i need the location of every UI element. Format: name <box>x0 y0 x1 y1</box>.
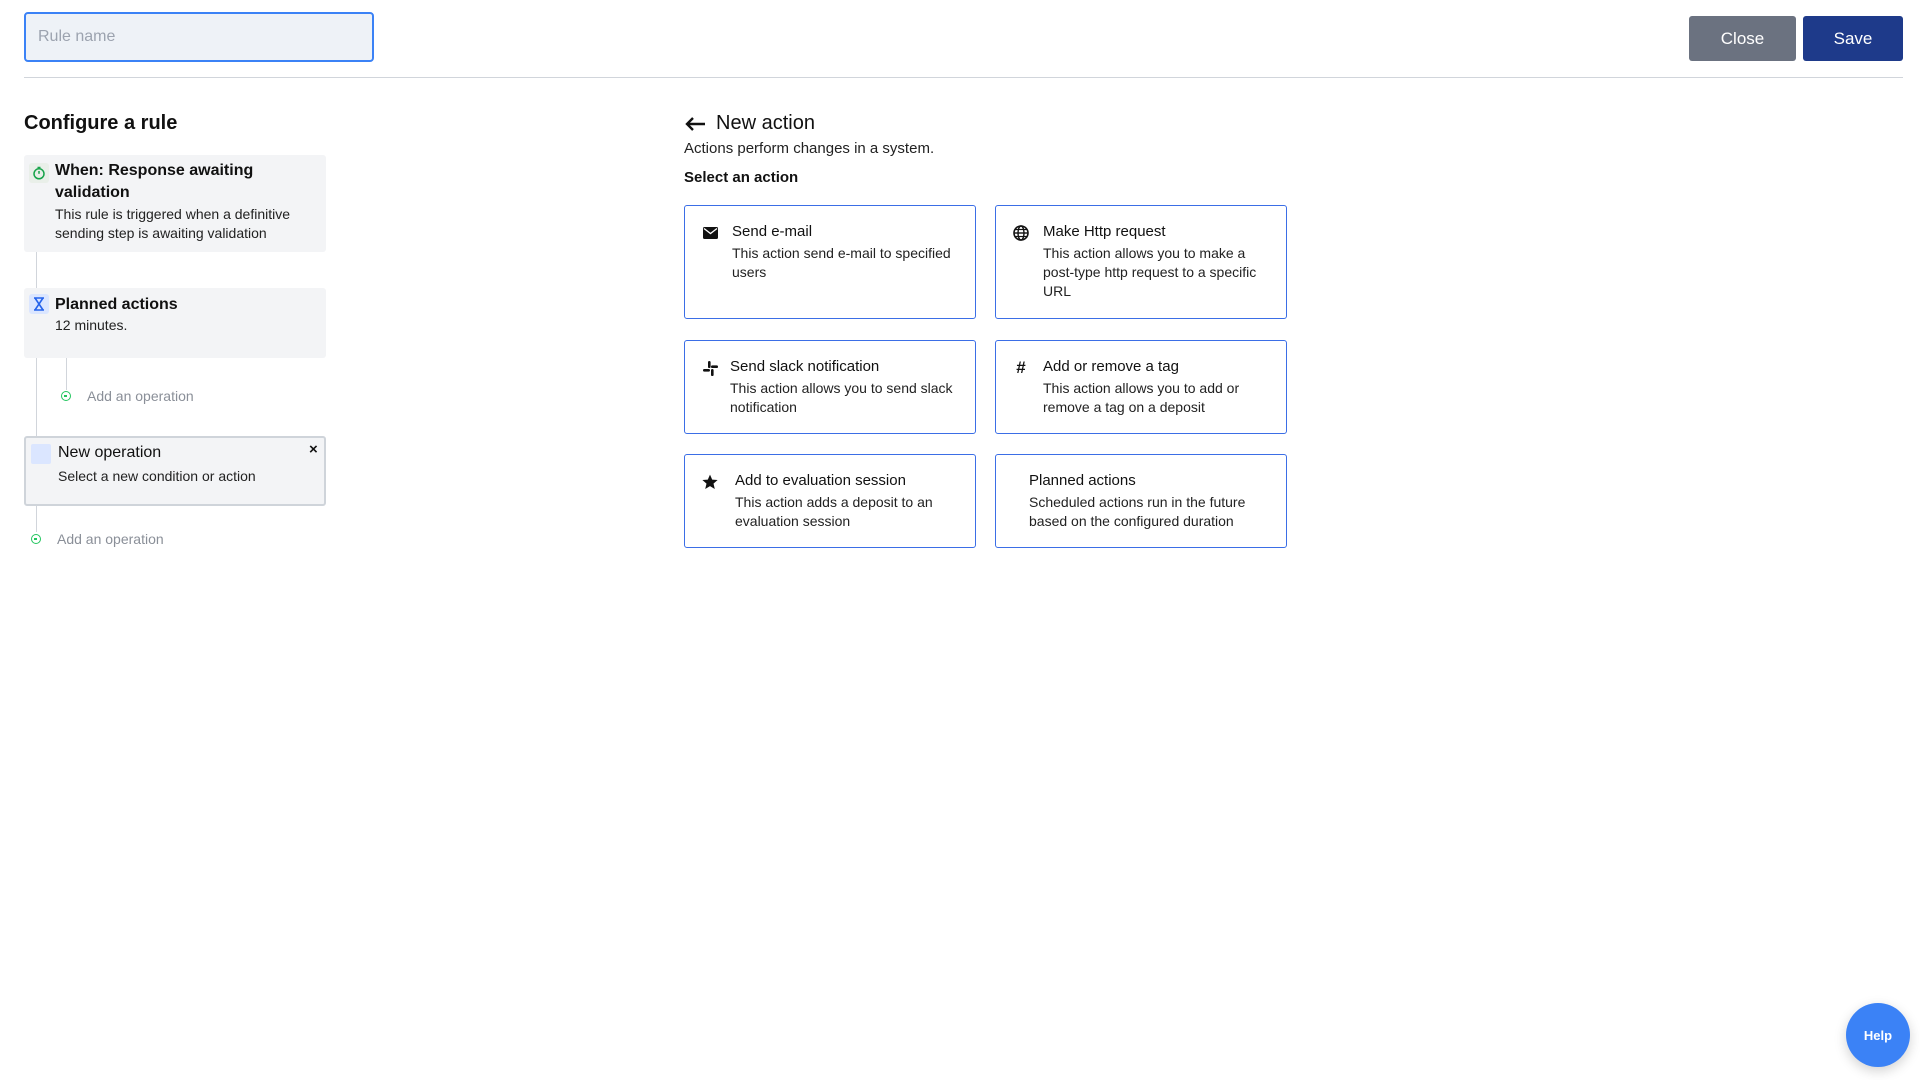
close-button[interactable]: Close <box>1689 16 1796 61</box>
action-description: This action adds a deposit to an evaluation session <box>735 494 933 529</box>
action-description: This action allows you to send slack notification <box>730 380 953 415</box>
new-action-header <box>684 112 815 135</box>
action-description: This action allows you to add or remove a tag on a deposit <box>1043 380 1240 415</box>
actions-subtitle: Actions perform changes in a system. <box>684 140 935 157</box>
timeline-line-1 <box>36 252 37 288</box>
action-card-http-request[interactable] <box>995 205 1287 319</box>
new-action-title: New action <box>716 112 815 134</box>
action-card-send-email[interactable] <box>684 205 976 319</box>
hashtag-icon: # <box>1016 358 1026 377</box>
save-button[interactable]: Save <box>1803 16 1903 61</box>
plus-circle-icon <box>31 534 41 544</box>
new-operation-title: New operation <box>58 444 162 461</box>
action-title: Add or remove a tag <box>1043 358 1179 375</box>
new-operation-description: Select a new condition or action <box>58 468 256 484</box>
timeline-line-2 <box>36 358 37 436</box>
envelope-icon <box>701 224 719 242</box>
select-action-label: Select an action <box>684 169 799 186</box>
slack-icon <box>701 359 719 377</box>
add-operation-inner-link[interactable] <box>61 388 194 404</box>
add-operation-inner-label: Add an operation <box>87 388 194 404</box>
action-title: Send e-mail <box>732 223 813 240</box>
star-icon <box>701 473 719 491</box>
trigger-description: This rule is triggered when a definitive sending step is awaiting validation <box>55 206 291 241</box>
action-title: Send slack notification <box>730 358 880 375</box>
action-card-planned-actions[interactable] <box>995 454 1287 548</box>
new-operation-card[interactable] <box>24 436 326 506</box>
trigger-card[interactable] <box>24 155 326 252</box>
add-operation-outer-label: Add an operation <box>57 531 164 547</box>
timeline-line-3 <box>36 506 37 532</box>
action-card-slack-notification[interactable] <box>684 340 976 434</box>
trigger-title: When: Response awaiting validation <box>55 162 254 201</box>
planned-actions-description: 12 minutes. <box>55 317 128 333</box>
close-icon[interactable]: × <box>309 441 318 458</box>
action-description: This action send e-mail to specified users <box>732 245 951 280</box>
action-card-tag[interactable] <box>995 340 1287 434</box>
timeline-branch-line <box>66 358 67 390</box>
plus-circle-icon <box>61 391 71 401</box>
help-button[interactable]: Help <box>1846 1003 1910 1067</box>
timer-icon <box>29 163 49 183</box>
action-title: Add to evaluation session <box>735 472 906 489</box>
action-card-evaluation-session[interactable] <box>684 454 976 548</box>
hourglass-icon <box>29 294 49 314</box>
rule-name-input[interactable] <box>24 12 374 62</box>
header-divider <box>24 77 1903 78</box>
configure-rule-title: Configure a rule <box>24 112 178 134</box>
new-operation-placeholder-icon <box>31 444 51 464</box>
action-description: This action allows you to make a post-type http request to a specific URL <box>1043 245 1257 299</box>
planned-actions-card[interactable] <box>24 288 326 358</box>
action-title: Planned actions <box>1029 472 1136 489</box>
action-title: Make Http request <box>1043 223 1166 240</box>
planned-actions-title: Planned actions <box>55 296 178 313</box>
globe-icon <box>1012 224 1030 242</box>
action-description: Scheduled actions run in the future based on the configured duration <box>1029 494 1246 529</box>
add-operation-outer-link[interactable] <box>31 531 164 547</box>
arrow-left-icon[interactable] <box>684 116 706 132</box>
